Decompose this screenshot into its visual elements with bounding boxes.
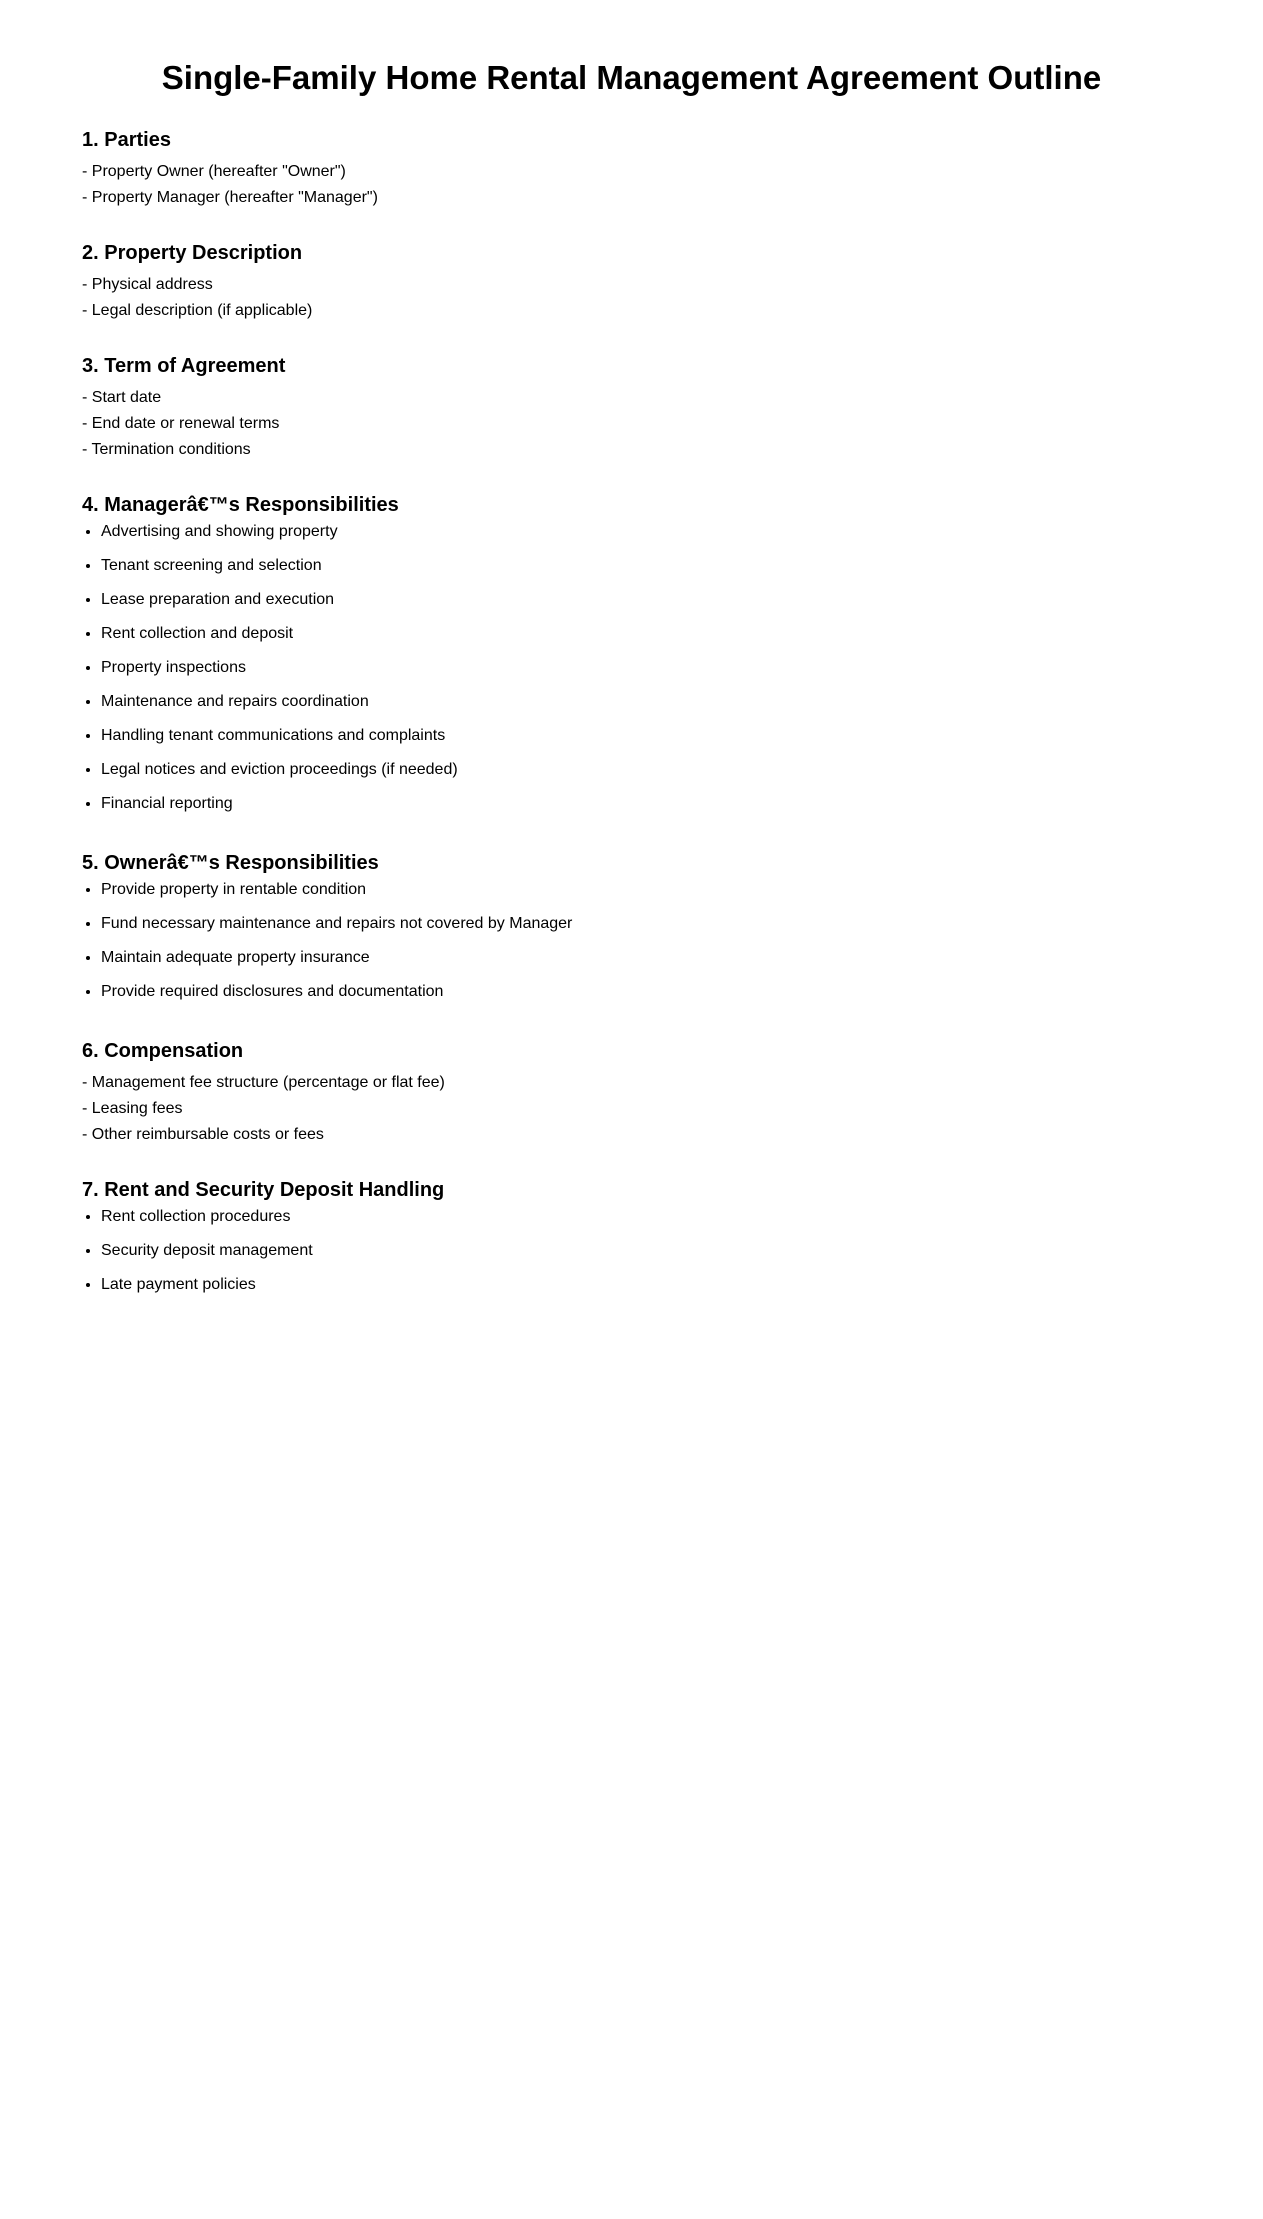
bullet-item: • Legal notices and eviction proceedings (if needed) <box>101 759 1181 781</box>
section-lines <box>82 378 1181 463</box>
section-lines <box>82 265 1181 324</box>
bullet-item: • Provide property in rentable condition <box>101 879 1181 901</box>
line-item: - Termination conditions <box>82 441 251 458</box>
document-title: Single-Family Home Rental Management Agreement Outline <box>161 59 1102 96</box>
bullet-item: • Maintenance and repairs coordination <box>101 691 1181 713</box>
section-heading: 6. Compensation <box>82 1040 244 1062</box>
bullet-item: • Fund necessary maintenance and repairs not covered by Manager <box>101 913 1181 935</box>
section-heading: 3. Term of Agreement <box>82 355 286 377</box>
section-heading: 7. Rent and Security Deposit Handling <box>82 1179 445 1201</box>
bullet-item: • Property inspections <box>101 657 1181 679</box>
section-heading: 5. Ownerâ€™s Responsibilities <box>82 852 379 874</box>
bullet-item: • Advertising and showing property <box>101 521 1181 543</box>
bullet-list <box>82 517 1181 815</box>
bullet-list <box>82 875 1181 1003</box>
line-item: - Property Manager (hereafter "Manager") <box>82 189 378 206</box>
bullet-item: • Maintain adequate property insurance <box>101 947 1181 969</box>
bullet-item: • Lease preparation and execution <box>101 589 1181 611</box>
section-lines <box>82 152 1181 211</box>
line-item: - Legal description (if applicable) <box>82 302 313 319</box>
bullet-item: • Financial reporting <box>101 793 1181 815</box>
section-compensation <box>82 1039 1181 1148</box>
bullet-item: • Handling tenant communications and complaints <box>101 725 1181 747</box>
section-owner-responsibilities <box>82 851 1181 1003</box>
section-heading: 2. Property Description <box>82 242 303 264</box>
line-item: - Physical address <box>82 276 213 293</box>
bullet-item: • Rent collection and deposit <box>101 623 1181 645</box>
bullet-list <box>82 1202 1181 1296</box>
section-manager-responsibilities <box>82 493 1181 815</box>
line-item: - End date or renewal terms <box>82 415 280 432</box>
bullet-item: • Tenant screening and selection <box>101 555 1181 577</box>
section-heading: 1. Parties <box>82 129 171 151</box>
line-item: - Property Owner (hereafter "Owner") <box>82 163 346 180</box>
bullet-item: • Provide required disclosures and documentation <box>101 981 1181 1003</box>
line-item: - Leasing fees <box>82 1100 183 1117</box>
bullet-item: • Security deposit management <box>101 1240 1181 1262</box>
bullet-item: • Late payment policies <box>101 1274 1181 1296</box>
section-heading: 4. Managerâ€™s Responsibilities <box>82 494 399 516</box>
line-item: - Management fee structure (percentage or flat fee) <box>82 1074 445 1091</box>
section-lines <box>82 1063 1181 1148</box>
line-item: - Other reimbursable costs or fees <box>82 1126 324 1143</box>
section-rent-deposit-handling <box>82 1178 1181 1296</box>
section-parties <box>82 128 1181 211</box>
section-property-description <box>82 241 1181 324</box>
bullet-item: • Rent collection procedures <box>101 1206 1181 1228</box>
section-term-of-agreement <box>82 354 1181 463</box>
line-item: - Start date <box>82 389 162 406</box>
